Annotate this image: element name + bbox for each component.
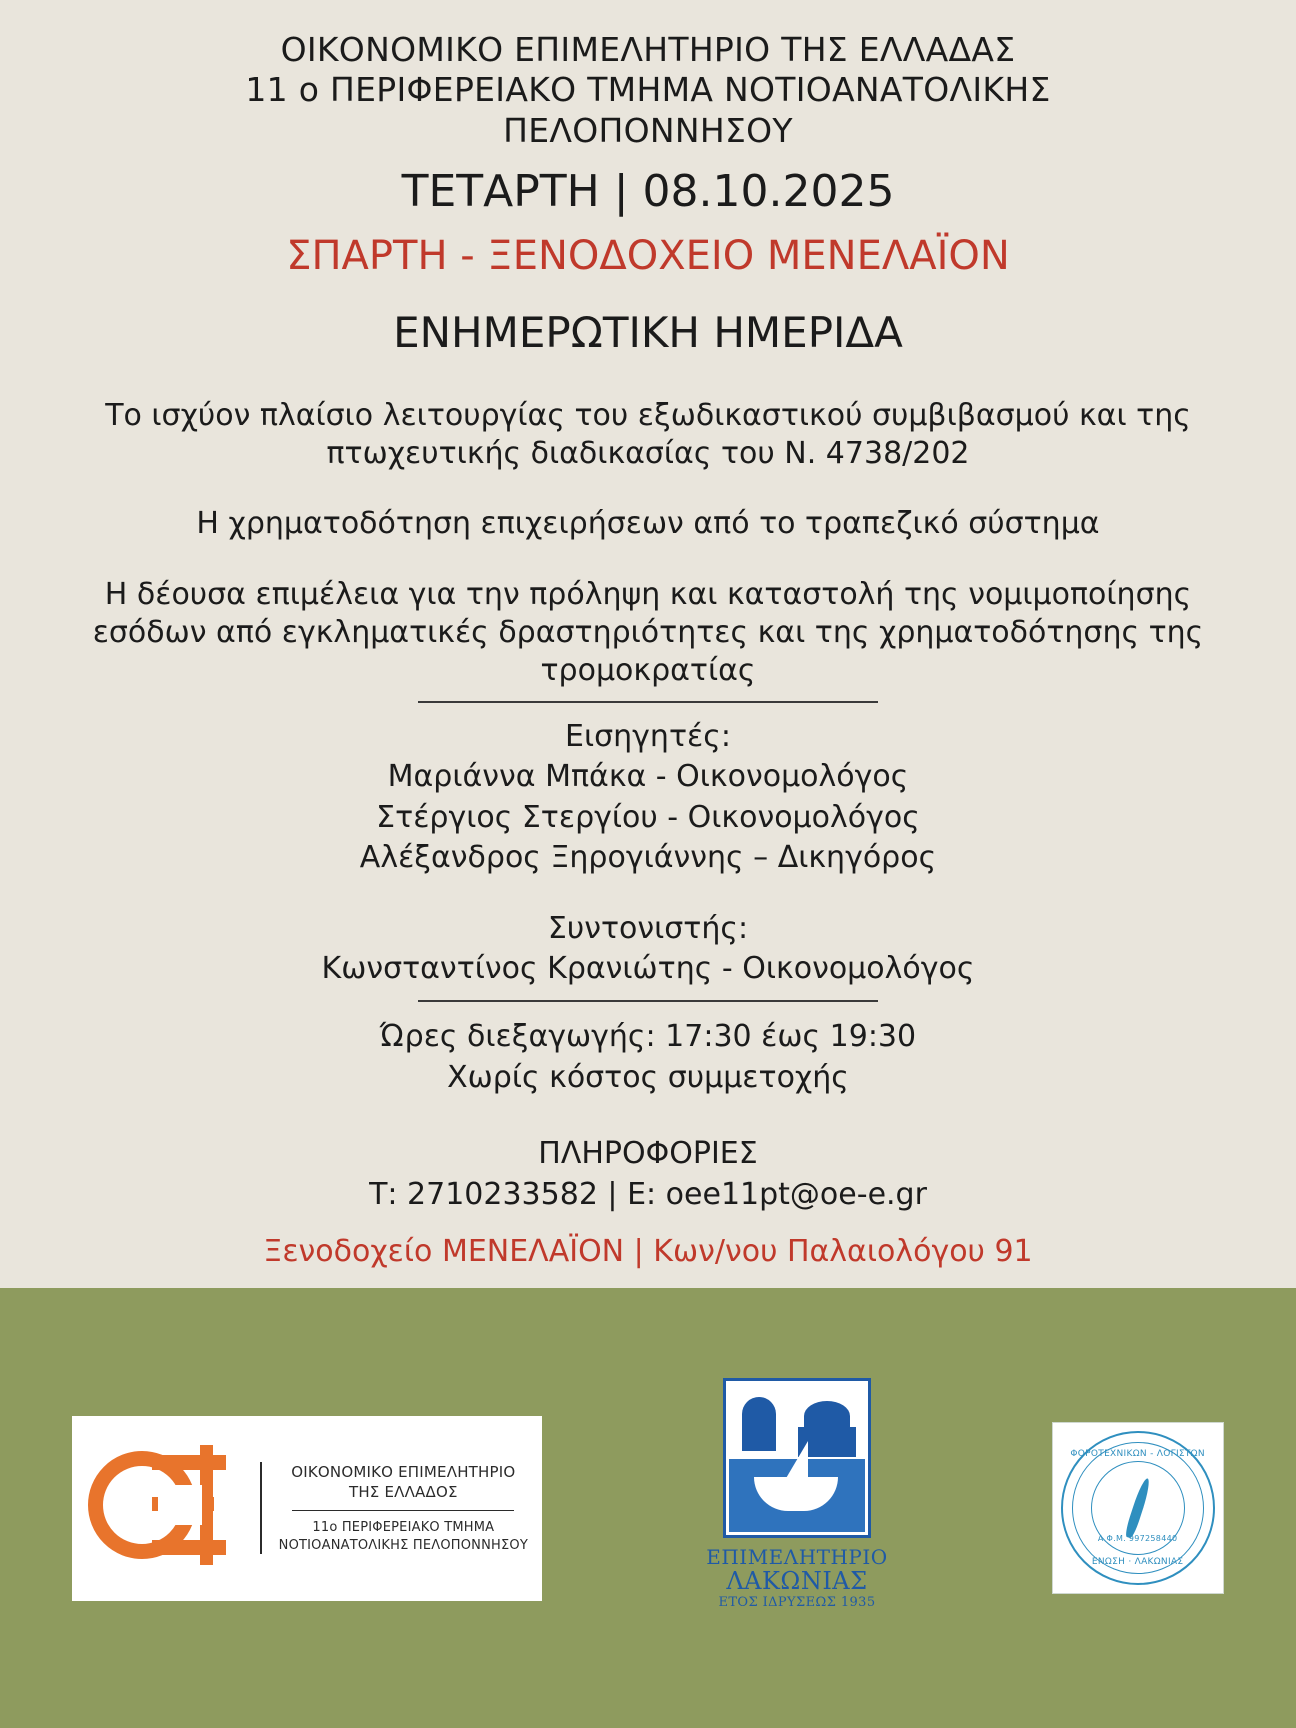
- speaker-name: Αλέξανδρος Ξηρογιάννης – Δικηγόρος: [359, 840, 937, 876]
- seal-text-bottom: ΕΝΩΣΗ · ΛΑΚΩΝΙΑΣ: [1091, 1557, 1184, 1567]
- topic-item: Το ισχύον πλαίσιο λειτουργίας του εξωδικαστικού συμβιβασμού και της πτωχευτικής διαδικασίας του Ν. 4738/202: [105, 397, 1191, 471]
- spacer: [60, 879, 1236, 905]
- quill-icon: [1123, 1477, 1152, 1539]
- topics-list: [60, 397, 1236, 691]
- speaker-name: Στέργιος Στεργίου - Οικονομολόγος: [376, 799, 920, 835]
- speaker-name: Μαριάννα Μπάκα - Οικονομολόγος: [387, 759, 909, 795]
- organization-line-3: ΠΕΛΟΠΟΝΝΗΣΟΥ: [503, 110, 793, 150]
- oee-logo-text: [260, 1462, 532, 1555]
- lakonia-logo-line-2: ΛΑΚΩΝΙΑΣ: [726, 1567, 868, 1595]
- moderator-name: Κωνσταντίνος Κρανιώτης - Οικονομολόγος: [321, 951, 975, 987]
- organization-line-2: 11 ο ΠΕΡΙΦΕΡΕΙΑΚΟ ΤΜΗΜΑ ΝΟΤΙΟΑΝΑΤΟΛΙΚΗΣ: [245, 70, 1051, 110]
- moderator-block: [60, 909, 1236, 990]
- oee-logo: [72, 1416, 542, 1601]
- speakers-block: [60, 717, 1236, 879]
- accountants-union-seal: [1052, 1422, 1224, 1594]
- topic-item: Η δέουσα επιμέλεια για την πρόληψη και καταστολή της νομιμοποίησης εσόδων από εγκληματικές δραστηριότητες και της χρηματοδότησης της τρομοκρατίας: [92, 576, 1204, 689]
- oee-logo-line-2: ΤΗΣ ΕΛΛΑΔΟΣ: [348, 1482, 458, 1501]
- lakonia-logo-text: [706, 1546, 887, 1613]
- divider-bottom: [418, 1000, 878, 1002]
- event-cost: Χωρίς κόστος συμμετοχής: [447, 1060, 849, 1096]
- organization-line-1: ΟΙΚΟΝΟΜΙΚΟ ΕΠΙΜΕΛΗΤΗΡΙΟ ΤΗΣ ΕΛΛΑΔΑΣ: [280, 30, 1016, 69]
- lakonia-emblem-icon: [723, 1378, 871, 1538]
- topic-item: Η χρηματοδότηση επιχειρήσεων από το τραπεζικό σύστημα: [196, 506, 1100, 542]
- event-date: ΤΕΤΑΡΤΗ | 08.10.2025: [401, 165, 895, 217]
- speakers-label: Εισηγητές:: [565, 718, 731, 754]
- oee-logo-line-4: ΝΟΤΙΟΑΝΑΤΟΛΙΚΗΣ ΠΕΛΟΠΟΝΝΗΣΟΥ: [278, 1537, 528, 1553]
- oee-logo-divider: [292, 1510, 514, 1511]
- event-venue: ΣΠΑΡΤΗ - ΞΕΝΟΔΟΧΕΙΟ ΜΕΝΕΛΑΪΟΝ: [286, 232, 1010, 279]
- hotel-address: Ξενοδοχείο ΜΕΝΕΛΑΪΟΝ | Κων/νου Παλαιολόγου 91: [263, 1234, 1033, 1270]
- lakonia-logo-line-3: ΕΤΟΣ ΙΔΡΥΣΕΩΣ 1935: [718, 1595, 876, 1611]
- divider-top: [418, 701, 878, 703]
- event-hours: Ώρες διεξαγωγής: 17:30 έως 19:30: [379, 1018, 917, 1054]
- timing-block: [60, 1016, 1236, 1099]
- organization-header: [60, 30, 1236, 151]
- event-type: ΕΝΗΜΕΡΩΤΙΚΗ ΗΜΕΡΙΔΑ: [393, 307, 903, 357]
- oee-emblem-icon: [82, 1433, 252, 1583]
- seal-ring-icon: [1061, 1431, 1215, 1585]
- moderator-label: Συντονιστής:: [547, 910, 749, 946]
- lakonia-logo-line-1: ΕΠΙΜΕΛΗΤΗΡΙΟ: [706, 1545, 888, 1569]
- oee-logo-line-1: ΟΙΚΟΝΟΜΙΚΟ ΕΠΙΜΕΛΗΤΗΡΙΟ: [291, 1462, 516, 1481]
- footer-logo-bar: [0, 1288, 1296, 1728]
- oee-logo-line-3: 11ο ΠΕΡΙΦΕΡΕΙΑΚΟ ΤΜΗΜΑ: [312, 1520, 495, 1536]
- info-contact: Τ: 2710233582 | Ε: oee11pt@oe-e.gr: [369, 1177, 927, 1213]
- seal-text-top: ΦΟΡΟΤΕΧΝΙΚΩΝ - ΛΟΓΙΣΤΩΝ: [1070, 1449, 1205, 1459]
- lakonia-chamber-logo: [687, 1378, 907, 1638]
- info-title: ΠΛΗΡΟΦΟΡΙΕΣ: [538, 1135, 758, 1171]
- seal-text-mid: Α.Φ.Μ. 997258440: [1097, 1534, 1178, 1543]
